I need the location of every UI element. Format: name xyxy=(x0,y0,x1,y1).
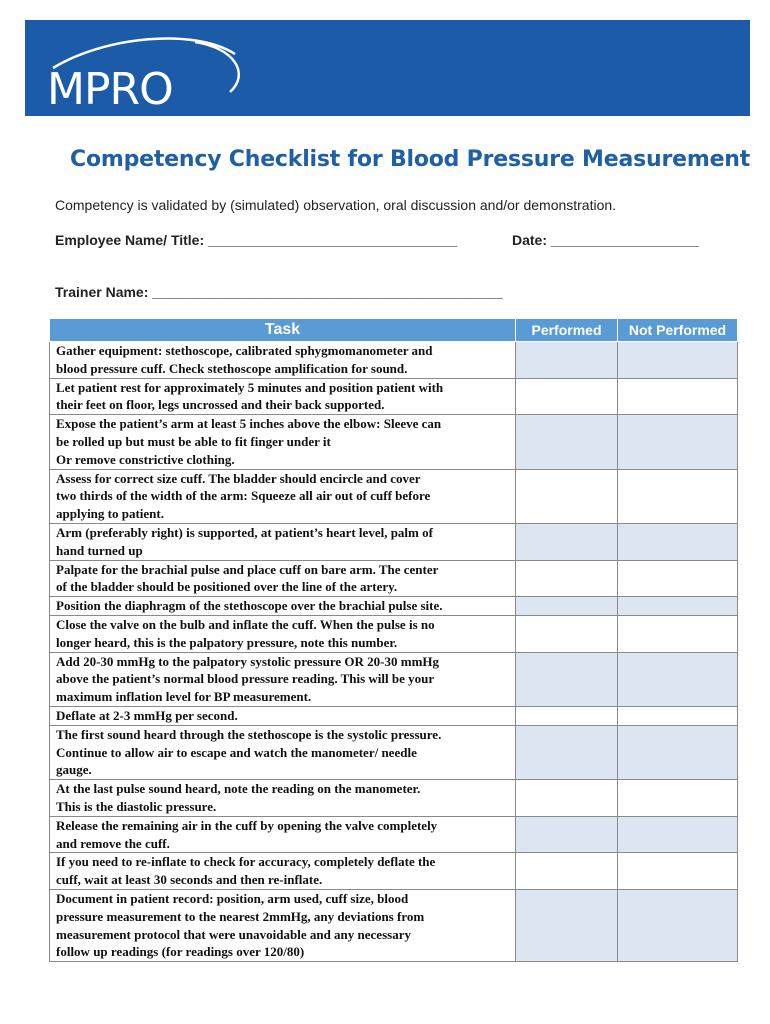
not-performed-checkbox[interactable] xyxy=(618,378,738,415)
date-label: Date: xyxy=(512,232,548,248)
table-row xyxy=(50,853,738,890)
performed-checkbox[interactable] xyxy=(516,816,618,853)
task-text: Document in patient record: position, arm used, cuff size, blood pressure measurement to the nearest 2mmHg, any deviations from measurement protocol that were unavoidable and any necessary follow up readings (for readings over 120/80) xyxy=(50,889,516,961)
svg-text:MPRO: MPRO xyxy=(47,64,173,114)
not-performed-checkbox[interactable] xyxy=(618,469,738,523)
table-row xyxy=(50,652,738,706)
header-banner xyxy=(25,20,750,116)
table-row xyxy=(50,560,738,597)
table-row xyxy=(50,597,738,616)
date-line[interactable]: ___________________ xyxy=(550,232,699,248)
task-text: Add 20-30 mmHg to the palpatory systolic pressure OR 20-30 mmHg above the patient’s normal blood pressure reading. This will be your maximum inflation level for BP measurement. xyxy=(50,652,516,706)
performed-checkbox[interactable] xyxy=(516,469,618,523)
employee-line[interactable]: ________________________________ xyxy=(208,232,458,248)
table-row xyxy=(50,378,738,415)
performed-checkbox[interactable] xyxy=(516,853,618,890)
task-text: Arm (preferably right) is supported, at patient’s heart level, palm of hand turned up xyxy=(50,523,516,560)
not-performed-checkbox[interactable] xyxy=(618,523,738,560)
mpro-logo xyxy=(45,34,245,114)
checklist-table xyxy=(49,318,738,962)
table-row xyxy=(50,725,738,779)
not-performed-checkbox[interactable] xyxy=(618,342,738,379)
performed-checkbox[interactable] xyxy=(516,523,618,560)
table-row xyxy=(50,706,738,725)
table-row xyxy=(50,816,738,853)
task-text: At the last pulse sound heard, note the reading on the manometer. This is the diastolic pressure. xyxy=(50,780,516,817)
header-performed: Performed xyxy=(516,319,618,342)
not-performed-checkbox[interactable] xyxy=(618,597,738,616)
header-not-performed: Not Performed xyxy=(618,319,738,342)
task-text: Palpate for the brachial pulse and place cuff on bare arm. The center of the bladder should be positioned over the line of the artery. xyxy=(50,560,516,597)
task-text: Deflate at 2-3 mmHg per second. xyxy=(50,706,516,725)
table-row xyxy=(50,342,738,379)
performed-checkbox[interactable] xyxy=(516,652,618,706)
task-text: The first sound heard through the stethoscope is the systolic pressure. Continue to allow air to escape and watch the manometer/ needle gauge. xyxy=(50,725,516,779)
task-text: Let patient rest for approximately 5 minutes and position patient with their feet on floor, legs uncrossed and their back supported. xyxy=(50,378,516,415)
trainer-label: Trainer Name: xyxy=(55,284,149,300)
trainer-line[interactable]: _____________________________________________ xyxy=(152,284,503,300)
task-text: Position the diaphragm of the stethoscope over the brachial pulse site. xyxy=(50,597,516,616)
performed-checkbox[interactable] xyxy=(516,706,618,725)
table-row xyxy=(50,615,738,652)
employee-field[interactable] xyxy=(55,232,457,248)
performed-checkbox[interactable] xyxy=(516,725,618,779)
intro-text: Competency is validated by (simulated) observation, oral discussion and/or demonstration. xyxy=(55,197,617,213)
not-performed-checkbox[interactable] xyxy=(618,725,738,779)
performed-checkbox[interactable] xyxy=(516,378,618,415)
performed-checkbox[interactable] xyxy=(516,615,618,652)
date-field[interactable] xyxy=(512,232,699,248)
not-performed-checkbox[interactable] xyxy=(618,560,738,597)
performed-checkbox[interactable] xyxy=(516,560,618,597)
not-performed-checkbox[interactable] xyxy=(618,615,738,652)
not-performed-checkbox[interactable] xyxy=(618,816,738,853)
not-performed-checkbox[interactable] xyxy=(618,415,738,469)
task-text: If you need to re-inflate to check for accuracy, completely deflate the cuff, wait at least 30 seconds and then re-inflate. xyxy=(50,853,516,890)
table-row xyxy=(50,469,738,523)
performed-checkbox[interactable] xyxy=(516,415,618,469)
table-row xyxy=(50,780,738,817)
employee-label: Employee Name/ Title: xyxy=(55,232,205,248)
performed-checkbox[interactable] xyxy=(516,780,618,817)
table-row xyxy=(50,889,738,961)
header-task: Task xyxy=(50,319,516,342)
trainer-field[interactable] xyxy=(55,284,503,300)
not-performed-checkbox[interactable] xyxy=(618,889,738,961)
performed-checkbox[interactable] xyxy=(516,889,618,961)
table-row xyxy=(50,523,738,560)
task-text: Close the valve on the bulb and inflate the cuff. When the pulse is no longer heard, this is the palpatory pressure, note this number. xyxy=(50,615,516,652)
performed-checkbox[interactable] xyxy=(516,597,618,616)
table-row xyxy=(50,415,738,469)
not-performed-checkbox[interactable] xyxy=(618,853,738,890)
task-text: Release the remaining air in the cuff by opening the valve completely and remove the cuff. xyxy=(50,816,516,853)
task-text: Expose the patient’s arm at least 5 inches above the elbow: Sleeve can be rolled up but must be able to fit finger under it Or remove constrictive clothing. xyxy=(50,415,516,469)
task-text: Assess for correct size cuff. The bladder should encircle and cover two thirds of the width of the arm: Squeeze all air out of cuff before applying to patient. xyxy=(50,469,516,523)
task-text: Gather equipment: stethoscope, calibrated sphygmomanometer and blood pressure cuff. Check stethoscope amplification for sound. xyxy=(50,342,516,379)
table-header-row xyxy=(50,319,738,342)
not-performed-checkbox[interactable] xyxy=(618,780,738,817)
performed-checkbox[interactable] xyxy=(516,342,618,379)
page-title: Competency Checklist for Blood Pressure Measurement xyxy=(70,147,751,172)
not-performed-checkbox[interactable] xyxy=(618,652,738,706)
not-performed-checkbox[interactable] xyxy=(618,706,738,725)
